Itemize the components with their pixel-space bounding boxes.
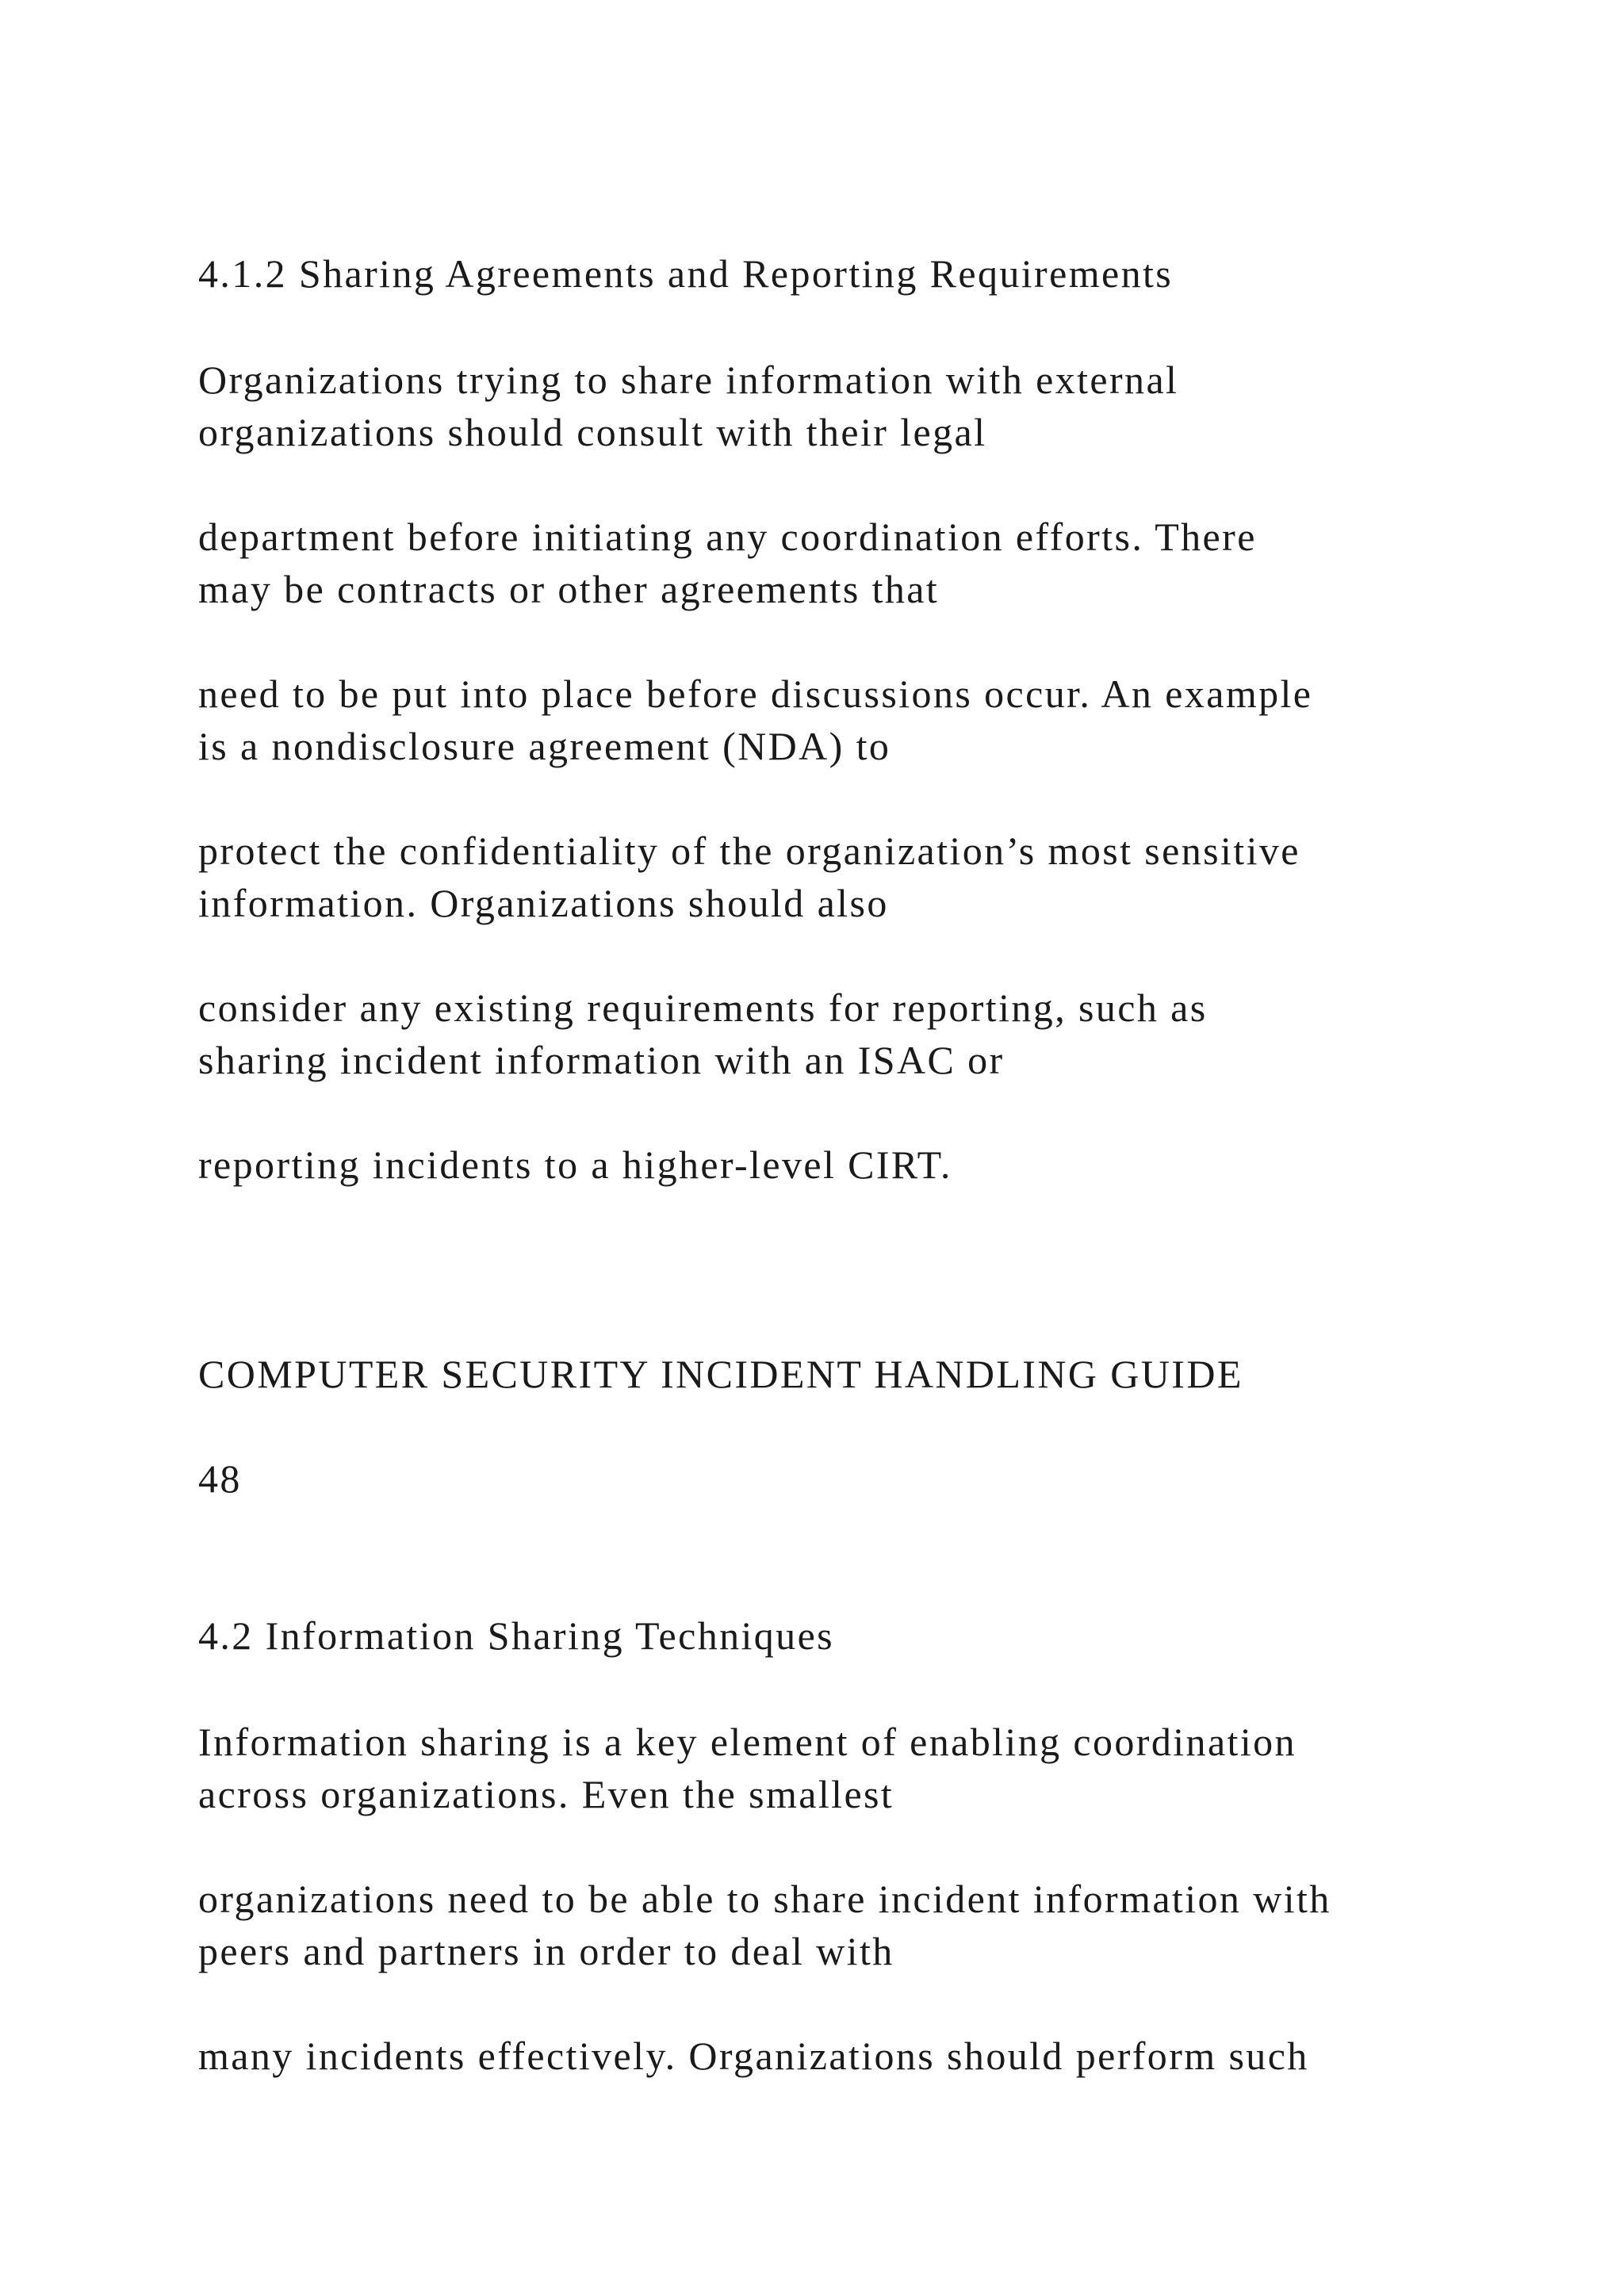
paragraph-line: Organizations trying to share information with external xyxy=(198,358,1179,402)
paragraph-line: peers and partners in order to deal with xyxy=(198,1929,894,1973)
paragraph-line: many incidents effectively. Organizations should perform such xyxy=(198,2034,1309,2078)
paragraph-line: department before initiating any coordination efforts. There xyxy=(198,515,1257,559)
running-header: COMPUTER SECURITY INCIDENT HANDLING GUIDE xyxy=(198,1352,1243,1396)
paragraph-line: across organizations. Even the smallest xyxy=(198,1772,894,1816)
paragraph-line: reporting incidents to a higher-level CIRT. xyxy=(198,1142,952,1187)
section-heading-4-1-2: 4.1.2 Sharing Agreements and Reporting Requirements xyxy=(198,251,1174,296)
paragraph-line: sharing incident information with an ISAC or xyxy=(198,1038,1005,1082)
paragraph-line: Information sharing is a key element of enabling coordination xyxy=(198,1720,1297,1764)
paragraph-line: is a nondisclosure agreement (NDA) to xyxy=(198,724,891,768)
paragraph-line: organizations need to be able to share incident information with xyxy=(198,1877,1331,1921)
paragraph-line: protect the confidentiality of the organization’s most sensitive xyxy=(198,828,1300,873)
paragraph-line: organizations should consult with their legal xyxy=(198,410,987,454)
paragraph-line: may be contracts or other agreements that xyxy=(198,567,940,611)
page-number: 48 xyxy=(198,1456,242,1501)
section-heading-4-2: 4.2 Information Sharing Techniques xyxy=(198,1613,835,1658)
paragraph-line: need to be put into place before discussions occur. An example xyxy=(198,672,1313,716)
paragraph-line: information. Organizations should also xyxy=(198,881,889,925)
paragraph-line: consider any existing requirements for reporting, such as xyxy=(198,985,1208,1030)
